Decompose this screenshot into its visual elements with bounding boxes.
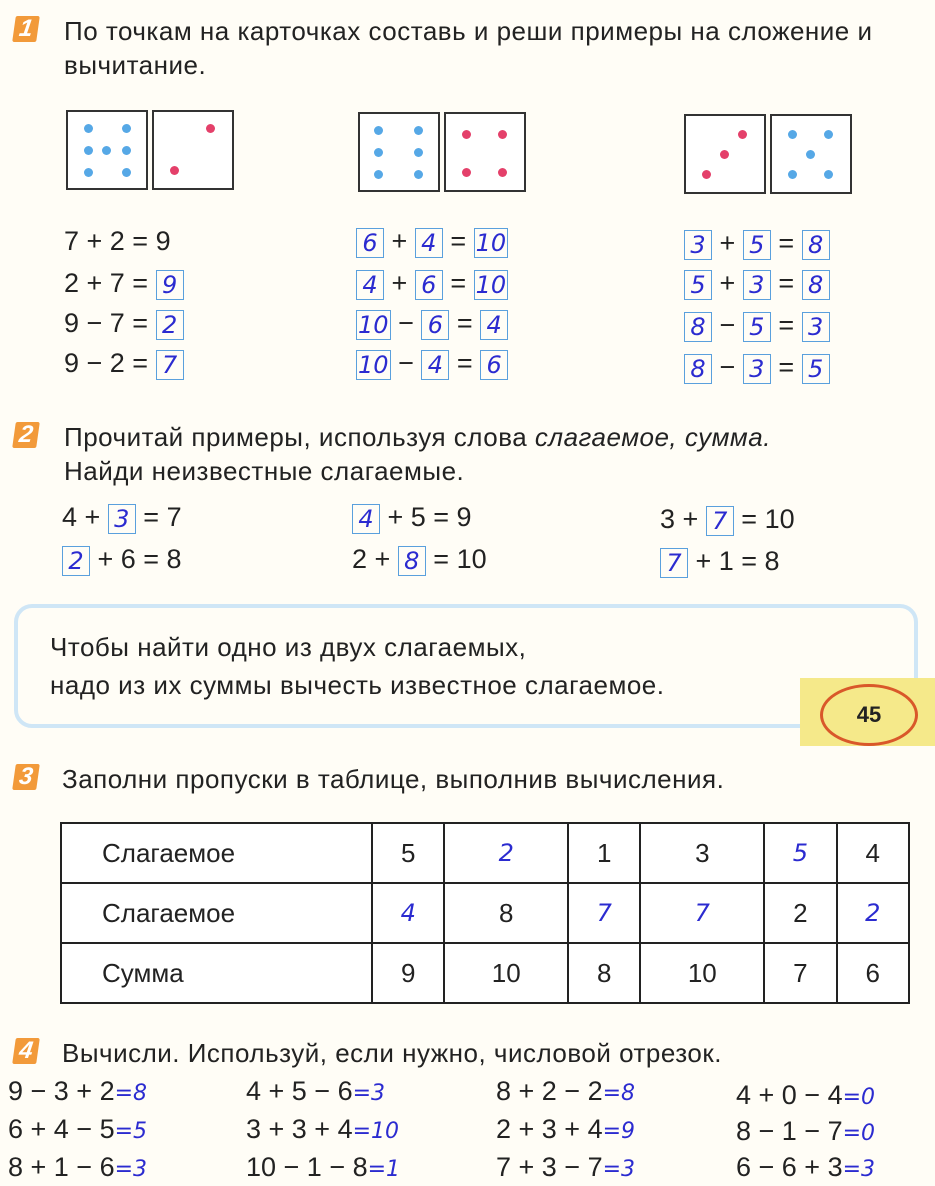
equation: 6 + 4 = 10 — [356, 224, 508, 258]
table-cell: 1 — [568, 823, 640, 883]
equation: 7 + 1 = 8 — [660, 544, 780, 578]
expression: 3 + 3 + 4=10 — [246, 1114, 400, 1144]
expression: 2 + 3 + 4=9 — [496, 1114, 636, 1144]
table-cell: 5 — [764, 823, 836, 883]
table-cell: 9 — [372, 943, 444, 1003]
table-cell: 10 — [444, 943, 568, 1003]
task1-text: По точкам на карточках составь и реши примеры на сложение и вычитание. — [64, 16, 873, 80]
dot-card — [684, 114, 766, 194]
equation: 7 + 2 = 9 — [64, 226, 171, 256]
table-row — [61, 823, 909, 883]
equation: 8 − 3 = 5 — [684, 350, 830, 384]
table-cell: 5 — [372, 823, 444, 883]
dot-card — [444, 112, 526, 192]
expression: 6 − 6 + 3=3 — [736, 1152, 876, 1182]
row-label: Слагаемое — [61, 823, 372, 883]
task2-text: Прочитай примеры, используя слова слагаемое, сумма. Найди неизвестные слагаемые. — [64, 422, 771, 486]
table-cell: 4 — [372, 883, 444, 943]
dot-card — [66, 110, 148, 190]
expression: 4 + 0 − 4=0 — [736, 1080, 876, 1110]
table-cell: 3 — [640, 823, 764, 883]
table-cell: 7 — [764, 943, 836, 1003]
table-row — [61, 943, 909, 1003]
rule-line-1: Чтобы найти одно из двух слагаемых, — [50, 632, 527, 662]
dot-card — [358, 112, 440, 192]
equation: 4 + 6 = 10 — [356, 266, 508, 300]
answer-box: 2 — [156, 310, 184, 340]
page-number: 45 — [820, 684, 918, 746]
equation: 5 + 3 = 8 — [684, 266, 830, 300]
expression: 6 + 4 − 5=5 — [8, 1114, 148, 1144]
row-label: Сумма — [61, 943, 372, 1003]
equation: 3 + 7 = 10 — [660, 504, 795, 535]
addition-table — [60, 822, 910, 1004]
task-number-badge: 3 — [12, 764, 40, 790]
equation: 2 + 8 = 10 — [352, 544, 487, 575]
task-number-badge: 4 — [12, 1038, 40, 1064]
table-cell: 4 — [837, 823, 909, 883]
task3-text: Заполни пропуски в таблице, выполнив вычисления. — [62, 764, 725, 794]
equation: 2 + 6 = 8 — [62, 542, 182, 576]
expression: 8 − 1 − 7=0 — [736, 1116, 876, 1146]
task-number-badge: 1 — [12, 16, 40, 42]
equation: 8 − 5 = 3 — [684, 308, 830, 342]
table-cell: 7 — [568, 883, 640, 943]
table-cell: 6 — [837, 943, 909, 1003]
equation: 10 − 6 = 4 — [356, 306, 508, 340]
table-cell: 2 — [837, 883, 909, 943]
expression: 4 + 5 − 6=3 — [246, 1076, 386, 1106]
row-label: Слагаемое — [61, 883, 372, 943]
equation: 4 + 5 = 9 — [352, 500, 472, 534]
rule-box — [14, 604, 918, 728]
task-number-badge: 2 — [12, 422, 40, 448]
equation: 3 + 5 = 8 — [684, 226, 830, 260]
table-cell: 8 — [568, 943, 640, 1003]
equation: 2 + 7 = 9 — [64, 266, 184, 300]
equation: 10 − 4 = 6 — [356, 346, 508, 380]
expression: 8 + 1 − 6=3 — [8, 1152, 148, 1182]
expression: 9 − 3 + 2=8 — [8, 1076, 148, 1106]
dot-card — [152, 110, 234, 190]
answer-box: 7 — [156, 350, 184, 380]
answer-box: 9 — [156, 270, 184, 300]
task4-text: Вычисли. Используй, если нужно, числовой отрезок. — [62, 1038, 722, 1068]
table-cell: 2 — [764, 883, 836, 943]
equation: 9 − 2 = 7 — [64, 346, 184, 380]
equation: 4 + 3 = 7 — [62, 502, 182, 533]
dot-card — [770, 114, 852, 194]
expression: 7 + 3 − 7=3 — [496, 1152, 636, 1182]
expression: 10 − 1 − 8=1 — [246, 1152, 401, 1182]
equation: 9 − 7 = 2 — [64, 306, 184, 340]
expression: 8 + 2 − 2=8 — [496, 1076, 636, 1106]
table-cell: 7 — [640, 883, 764, 943]
rule-line-2: надо из их суммы вычесть известное слагаемое. — [50, 670, 665, 700]
table-cell: 10 — [640, 943, 764, 1003]
table-row — [61, 883, 909, 943]
table-cell: 8 — [444, 883, 568, 943]
table-cell: 2 — [444, 823, 568, 883]
